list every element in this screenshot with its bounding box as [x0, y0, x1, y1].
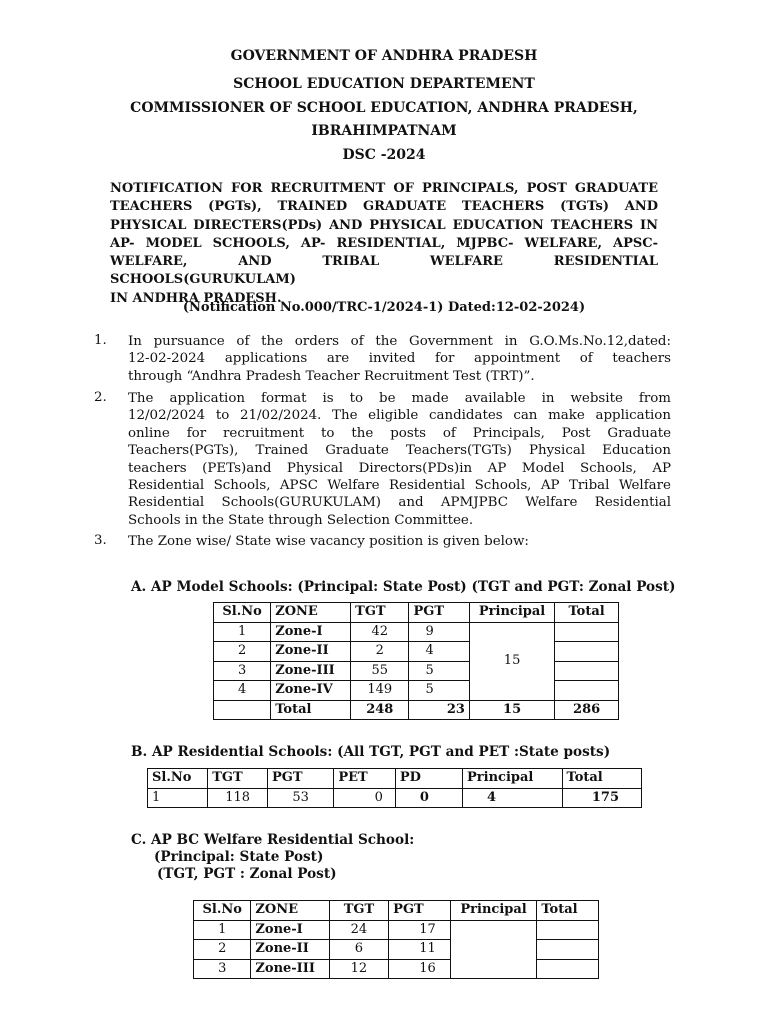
- header-cell: PET: [334, 769, 396, 789]
- header-cell: Sl.No: [148, 769, 208, 789]
- paragraph-line: 12/02/2024 to 21/02/2024. The eligible candidates can make application: [128, 408, 671, 424]
- cell: Zone-IV: [271, 681, 351, 701]
- table-row: [194, 959, 599, 979]
- header-cell: Total: [555, 603, 619, 623]
- cell: 0: [395, 788, 462, 808]
- cell: 3: [214, 661, 271, 681]
- table-header-row: [148, 769, 642, 789]
- cell: 286: [555, 700, 619, 720]
- cell: 4: [214, 681, 271, 701]
- cell: 42: [351, 622, 409, 642]
- cell: Zone-II: [271, 642, 351, 662]
- cell: 175: [562, 788, 641, 808]
- cell: Zone-III: [271, 661, 351, 681]
- table-row: [214, 642, 619, 662]
- cell: 11: [389, 940, 451, 960]
- section-c-title: C. AP BC Welfare Residential School:: [131, 832, 415, 848]
- cell: [537, 920, 599, 940]
- cell: 118: [208, 788, 268, 808]
- table-residential-schools: [147, 768, 642, 808]
- cell: 53: [267, 788, 333, 808]
- paragraph-line: online for recruitment to the posts of Principals, Post Graduate: [128, 425, 671, 441]
- header-cell: TGT: [329, 901, 388, 921]
- section-c-subtitle: (Principal: State Post): [154, 849, 324, 865]
- header-department: SCHOOL EDUCATION DEPARTEMENT: [233, 76, 535, 92]
- paragraph-line: 12-02-2024 applications are invited for appointment of teachers: [128, 351, 671, 367]
- notification-title-line: NOTIFICATION FOR RECRUITMENT OF PRINCIPALS, POST GRADUATE: [110, 181, 658, 196]
- header-location: IBRAHIMPATNAM: [311, 123, 457, 139]
- paragraph-line: teachers (PETs)and Physical Directors(PDs)in AP Model Schools, AP: [128, 460, 671, 476]
- section-a-title: A. AP Model Schools: (Principal: State Post) (TGT and PGT: Zonal Post): [131, 579, 676, 595]
- paragraph-line: Residential Schools(GURUKULAM) and APMJPBC Welfare Residential: [128, 495, 671, 511]
- paragraph-number: 1.: [94, 333, 107, 348]
- table-header-row: [214, 603, 619, 623]
- cell: 2: [194, 940, 251, 960]
- notification-title-line: IN ANDHRA PRADESH.: [110, 290, 282, 306]
- cell: 2: [214, 642, 271, 662]
- notification-title-line: AP- MODEL SCHOOLS, AP- RESIDENTIAL, MJPBC- WELFARE, APSC-: [110, 235, 658, 251]
- header-cell: Sl.No: [194, 901, 251, 921]
- cell: [555, 661, 619, 681]
- table-model-schools: [213, 602, 619, 720]
- cell: 1: [194, 920, 251, 940]
- cell: [537, 940, 599, 960]
- table-row: [214, 661, 619, 681]
- header-cell: PGT: [409, 603, 469, 623]
- cell: [555, 681, 619, 701]
- cell: [214, 700, 271, 720]
- paragraph-line: Schools in the State through Selection Committee.: [128, 512, 474, 528]
- cell: 1: [214, 622, 271, 642]
- section-b-title: B. AP Residential Schools: (All TGT, PGT and PET :State posts): [131, 744, 611, 760]
- cell: 4: [409, 642, 469, 662]
- header-cell: Total: [537, 901, 599, 921]
- cell: Zone-III: [251, 959, 329, 979]
- paragraph-3: [128, 533, 671, 550]
- header-cell: PGT: [267, 769, 333, 789]
- notification-number: (Notification No.000/TRC-1/2024-1) Dated:12-02-2024): [182, 300, 586, 315]
- header-cell: TGT: [208, 769, 268, 789]
- paragraph-line: The Zone wise/ State wise vacancy position is given below:: [128, 534, 529, 549]
- cell: 15: [469, 700, 554, 720]
- table-total-row: [214, 700, 619, 720]
- cell: 248: [351, 700, 409, 720]
- header-cell: Total: [562, 769, 641, 789]
- header-cell: Principal: [463, 769, 562, 789]
- section-c-subtitle: (TGT, PGT : Zonal Post): [157, 866, 337, 882]
- paragraph-line: through “Andhra Pradesh Teacher Recruitment Test (TRT)”.: [128, 368, 535, 384]
- header-cell: ZONE: [271, 603, 351, 623]
- cell: 4: [463, 788, 562, 808]
- paragraph-line: Teachers(PGTs), Trained Graduate Teachers(TGTs) Physical Education: [128, 443, 671, 459]
- notification-title-line: PHYSICAL DIRECTERS(PDs) AND PHYSICAL EDUCATION TEACHERS IN: [110, 217, 658, 233]
- notification-title: [110, 180, 658, 308]
- table-row: [214, 622, 619, 642]
- header-dsc: DSC -2024: [342, 147, 426, 163]
- header-cell: Sl.No: [214, 603, 271, 623]
- header-cell: ZONE: [251, 901, 329, 921]
- cell: 2: [351, 642, 409, 662]
- principal-merged-cell: 15: [469, 622, 554, 700]
- header-commissioner: COMMISSIONER OF SCHOOL EDUCATION, ANDHRA PRADESH,: [130, 100, 638, 116]
- cell: 24: [329, 920, 388, 940]
- cell: 16: [389, 959, 451, 979]
- cell: [555, 642, 619, 662]
- paragraph-1: [128, 333, 671, 385]
- header-cell: TGT: [351, 603, 409, 623]
- cell: 6: [329, 940, 388, 960]
- table-row: [148, 788, 642, 808]
- header-cell: Principal: [450, 901, 537, 921]
- cell: Zone-I: [251, 920, 329, 940]
- principal-merged-cell: [450, 920, 537, 979]
- header-government: GOVERNMENT OF ANDHRA PRADESH: [230, 48, 538, 64]
- paragraph-line: Residential Schools, APSC Welfare Residential Schools, AP Tribal Welfare: [128, 478, 671, 494]
- header-cell: Principal: [469, 603, 554, 623]
- cell: [537, 959, 599, 979]
- header-cell: PGT: [389, 901, 451, 921]
- cell: 0: [334, 788, 396, 808]
- cell: 12: [329, 959, 388, 979]
- cell: 149: [351, 681, 409, 701]
- paragraph-number: 2.: [94, 390, 107, 405]
- cell: Zone-II: [251, 940, 329, 960]
- notification-title-line: TEACHERS (PGTs), TRAINED GRADUATE TEACHERS (TGTs) AND: [110, 199, 658, 215]
- cell: 17: [389, 920, 451, 940]
- cell: 23: [409, 700, 469, 720]
- cell: Zone-I: [271, 622, 351, 642]
- paragraph-line: The application format is to be made available in website from: [128, 391, 671, 406]
- paragraph-2: [128, 390, 671, 529]
- cell: 5: [409, 681, 469, 701]
- table-bc-welfare-schools: [193, 900, 599, 979]
- cell: 3: [194, 959, 251, 979]
- table-header-row: [194, 901, 599, 921]
- table-row: [194, 920, 599, 940]
- paragraph-number: 3.: [94, 533, 107, 548]
- cell: Total: [271, 700, 351, 720]
- notification-title-line: WELFARE, AND TRIBAL WELFARE RESIDENTIAL SCHOOLS(GURUKULAM): [110, 254, 658, 288]
- table-row: [194, 940, 599, 960]
- table-row: [214, 681, 619, 701]
- header-cell: PD: [395, 769, 462, 789]
- cell: [555, 622, 619, 642]
- cell: 5: [409, 661, 469, 681]
- cell: 1: [148, 788, 208, 808]
- cell: 9: [409, 622, 469, 642]
- cell: 55: [351, 661, 409, 681]
- paragraph-line: In pursuance of the orders of the Government in G.O.Ms.No.12,dated:: [128, 334, 671, 349]
